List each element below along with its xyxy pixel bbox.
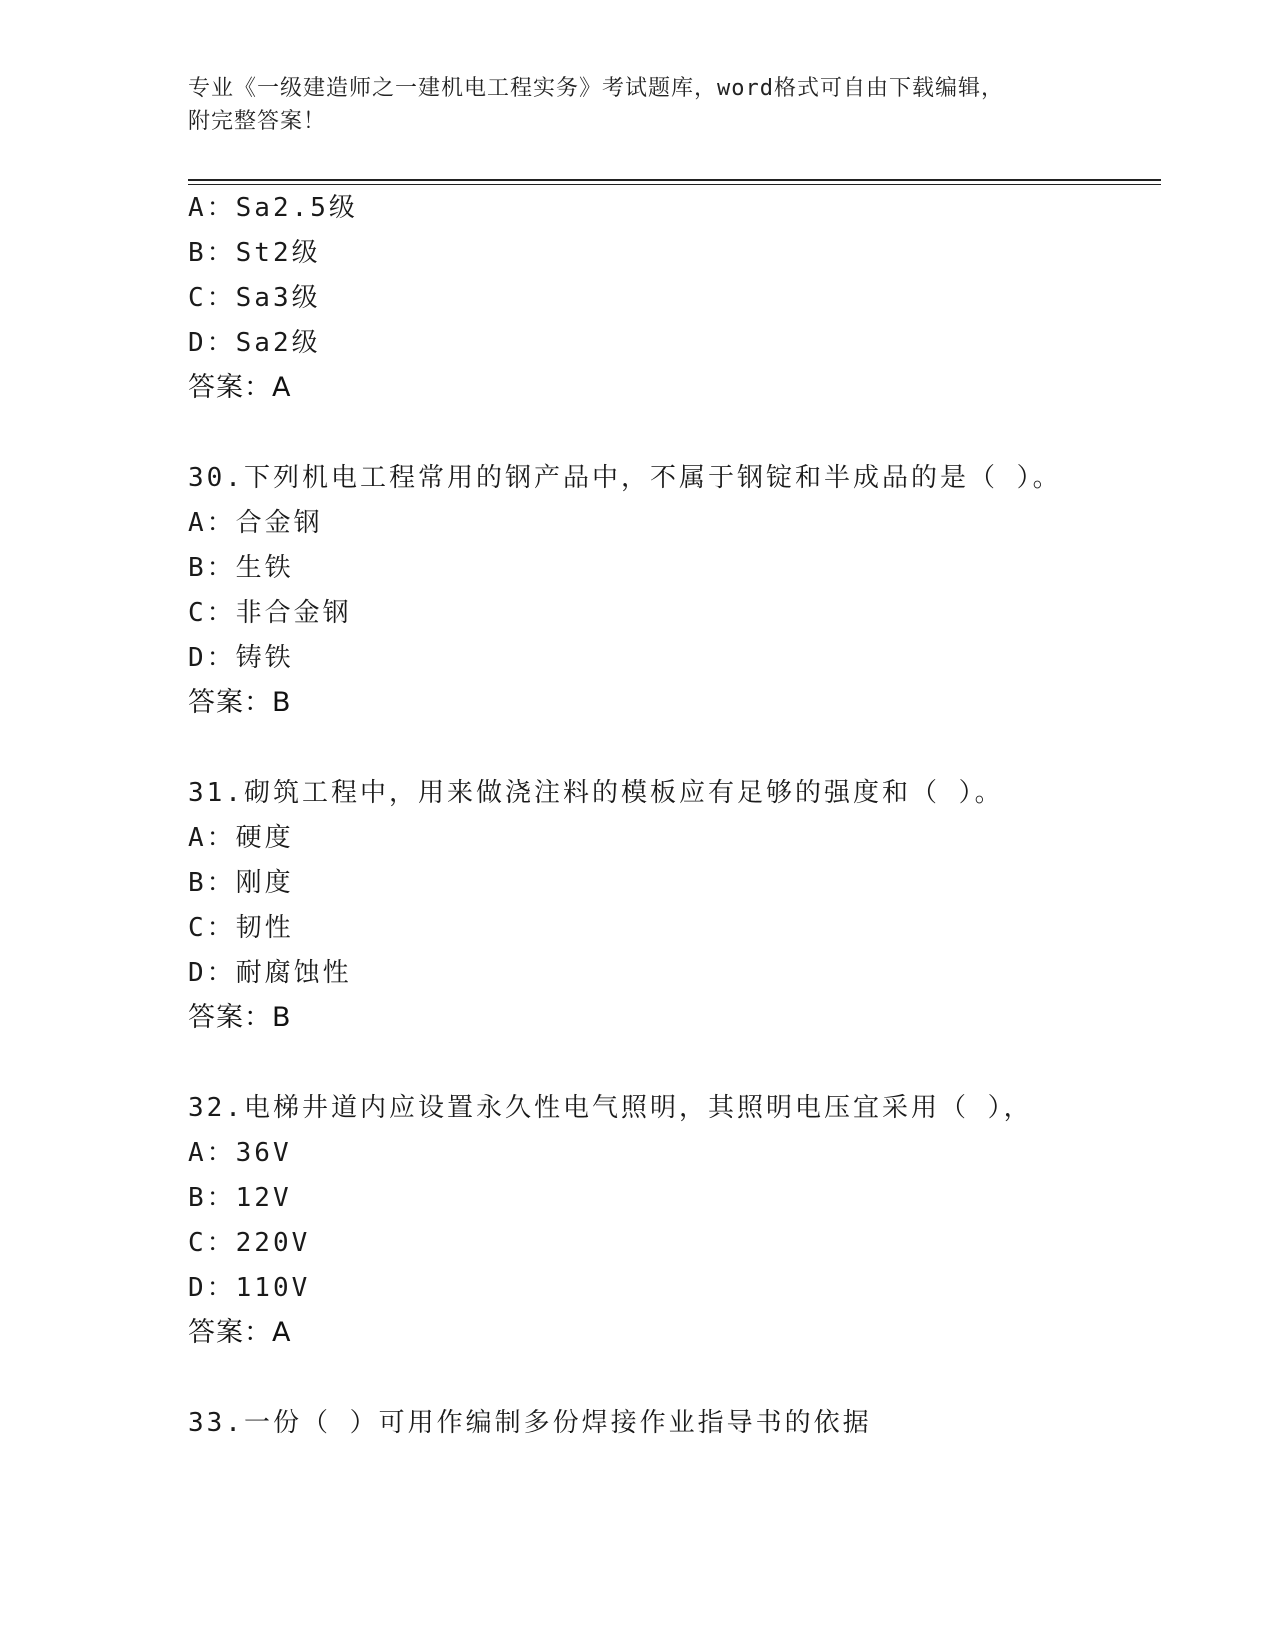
q30-stem: 30.下列机电工程常用的钢产品中，不属于钢锭和半成品的是（ ）。 bbox=[188, 463, 1062, 493]
q31-option-b: B：刚度 bbox=[188, 868, 294, 898]
q29-option-c: C：Sa3级 bbox=[188, 283, 321, 313]
header-rule-thin bbox=[188, 184, 1161, 185]
q29-option-b: B：St2级 bbox=[188, 238, 321, 268]
q29-option-a: A：Sa2.5级 bbox=[188, 193, 358, 223]
q32-stem: 32.电梯井道内应设置永久性电气照明，其照明电压宜采用（ ）， bbox=[188, 1093, 1033, 1123]
q33-stem: 33.一份（ ）可用作编制多份焊接作业指导书的依据 bbox=[188, 1408, 872, 1438]
q31-option-c: C：韧性 bbox=[188, 913, 294, 943]
q31-stem: 31.砌筑工程中，用来做浇注料的模板应有足够的强度和（ ）。 bbox=[188, 778, 1004, 808]
q31-answer: 答案：B bbox=[188, 1002, 292, 1033]
q29-option-d: D：Sa2级 bbox=[188, 328, 321, 358]
q31-option-d: D：耐腐蚀性 bbox=[188, 958, 352, 988]
q31-option-a: A：硬度 bbox=[188, 823, 294, 853]
q30-option-b: B：生铁 bbox=[188, 553, 294, 583]
q29-answer: 答案：A bbox=[188, 372, 292, 403]
q32-answer: 答案：A bbox=[188, 1317, 292, 1348]
q30-answer: 答案：B bbox=[188, 687, 292, 718]
q30-option-d: D：铸铁 bbox=[188, 643, 294, 673]
header-line-1: 专业《一级建造师之一建机电工程实务》考试题库，word格式可自由下载编辑， bbox=[188, 76, 1004, 101]
q32-option-c: C：220V bbox=[188, 1228, 311, 1258]
q32-option-b: B：12V bbox=[188, 1183, 292, 1213]
q30-option-a: A：合金钢 bbox=[188, 508, 323, 538]
header-rule-thick bbox=[188, 179, 1161, 181]
q32-option-a: A：36V bbox=[188, 1138, 292, 1168]
header-line-2: 附完整答案！ bbox=[188, 109, 327, 134]
q30-option-c: C：非合金钢 bbox=[188, 598, 352, 628]
document-header bbox=[188, 72, 1088, 138]
q32-option-d: D：110V bbox=[188, 1273, 311, 1303]
